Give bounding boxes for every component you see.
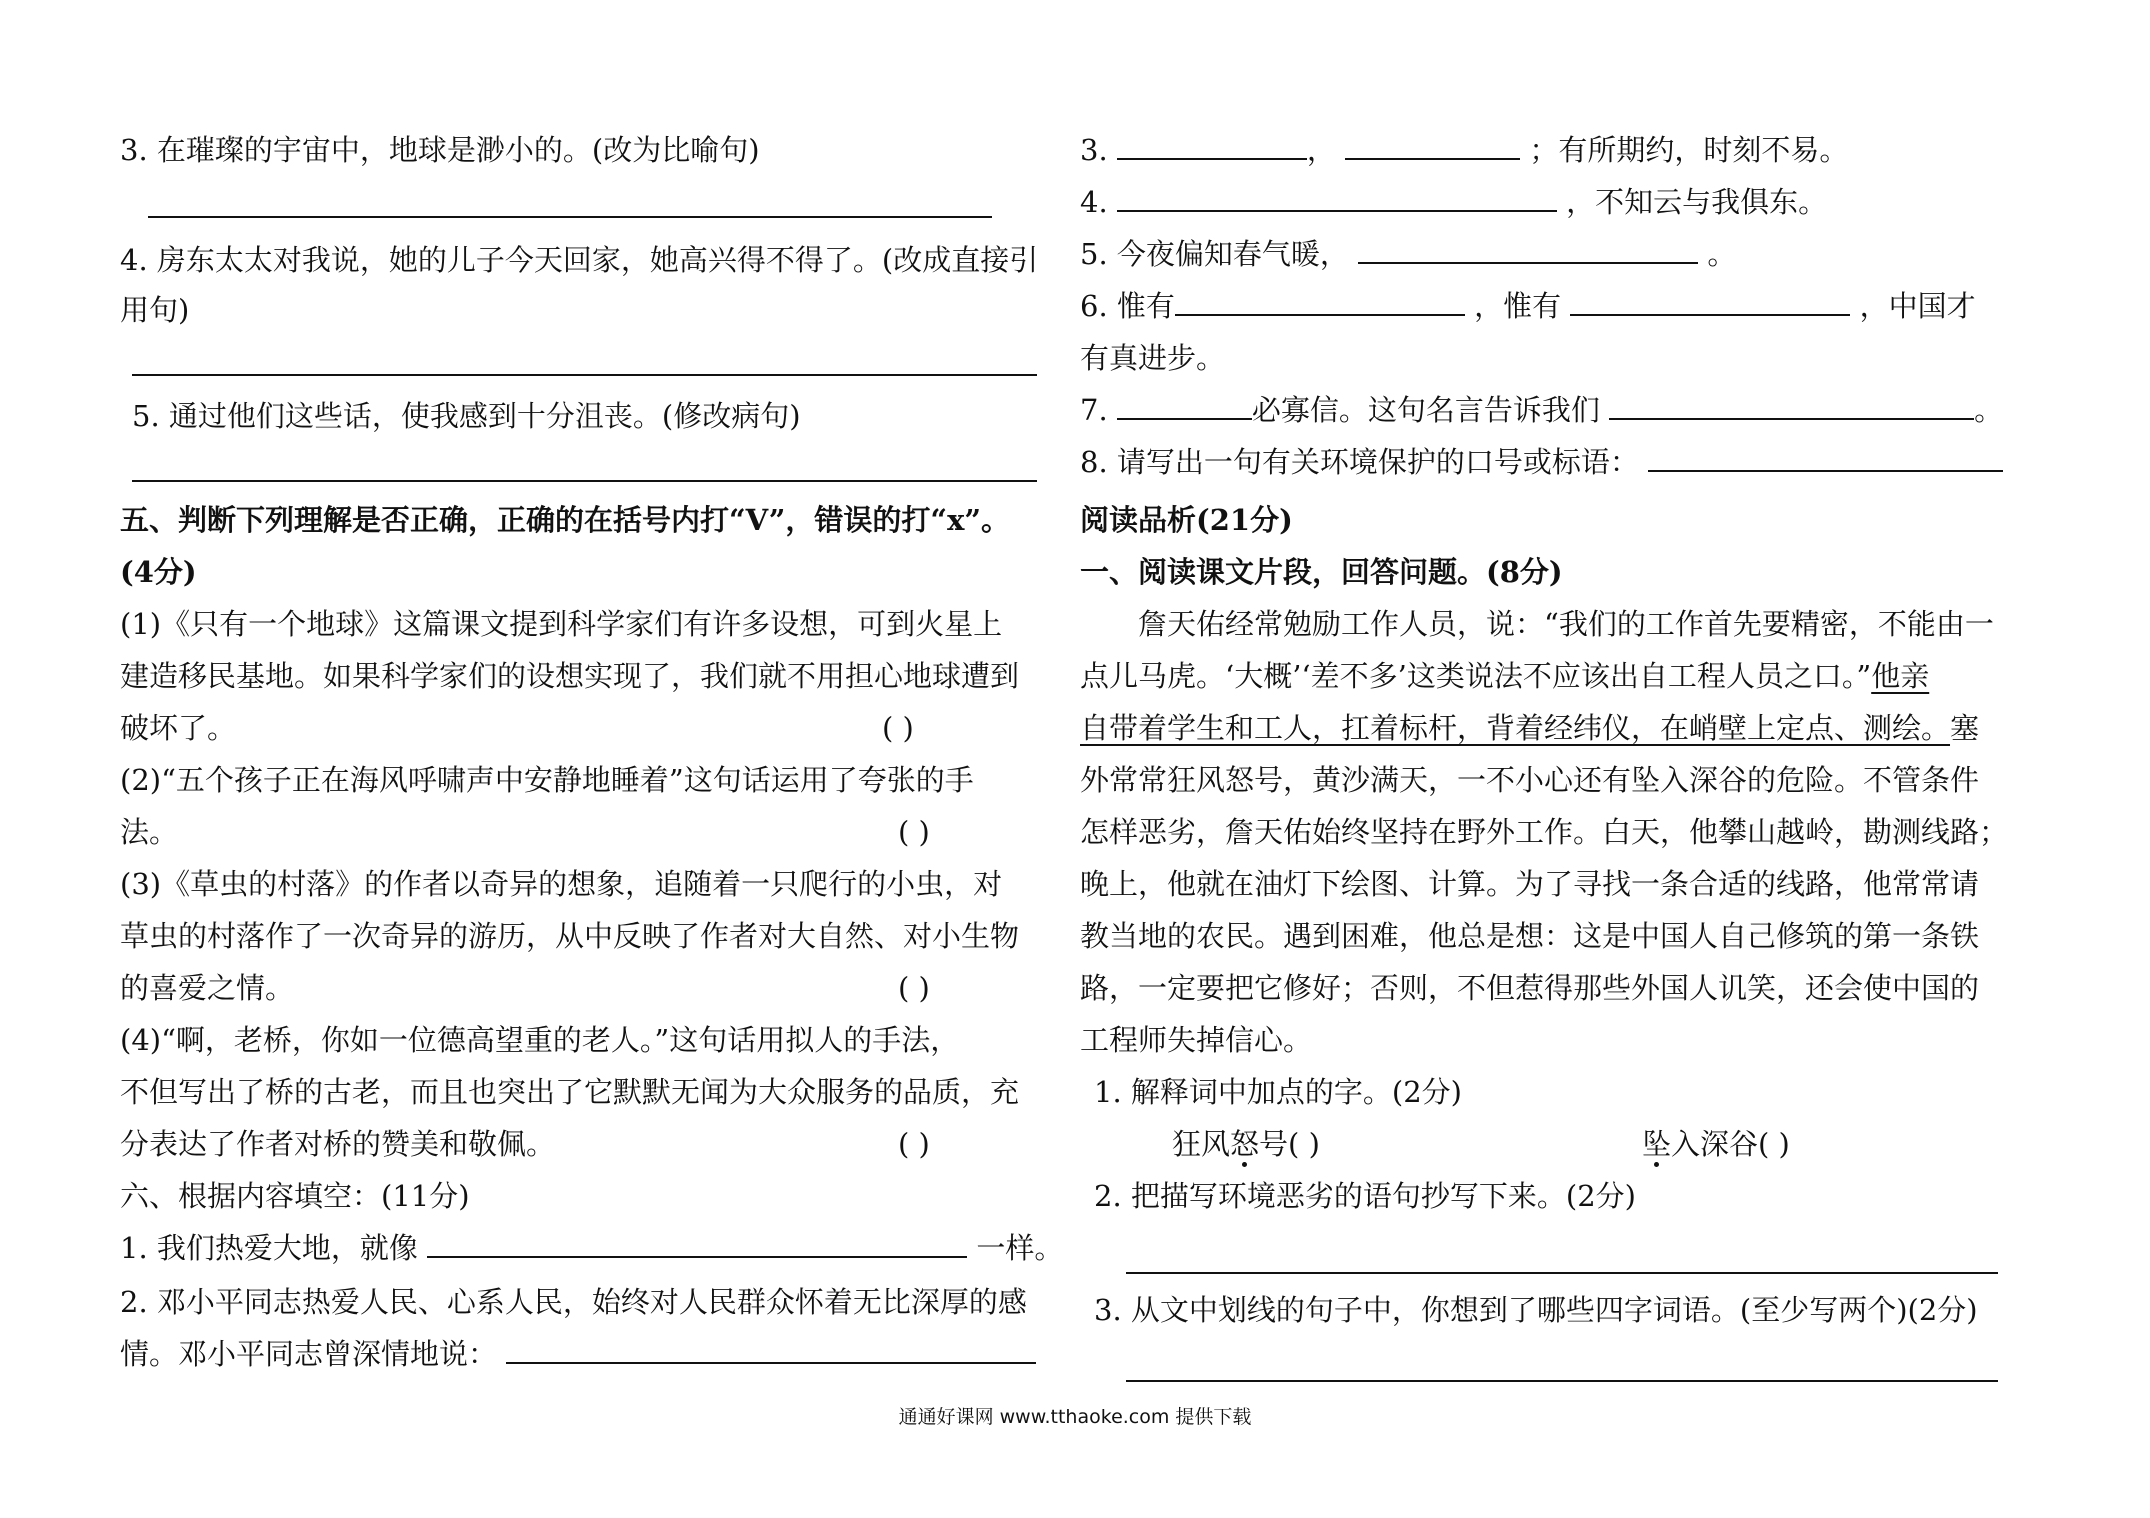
recite-5: [1080, 234, 1736, 274]
passage-line-1: 詹天佑经常勉励工作人员，说：“我们的工作首先要精密，不能由一: [1138, 607, 1994, 641]
recite-6-blank-1[interactable]: [1175, 288, 1465, 316]
word-1-prefix: 狂风: [1172, 1127, 1231, 1161]
judge-4-line2: 不但写出了桥的古老，而且也突出了它默默无闻为大众服务的品质，充: [120, 1075, 1020, 1109]
passage-line-7: 教当地的农民。遇到困难，他总是想：这是中国人自己修筑的第一条铁: [1080, 919, 1980, 953]
judge-2-answer-box[interactable]: ( ): [898, 815, 930, 849]
passage-line-3: [1080, 708, 1979, 748]
judge-3-line3: 的喜爱之情。: [120, 971, 295, 1005]
passage-line-6: 晚上，他就在油灯下绘图、计算。为了寻找一条合适的线路，他常常请: [1080, 867, 1980, 901]
fill-1-blank[interactable]: [427, 1230, 967, 1258]
reading-question-2: 2. 把描写环境恶劣的语句抄写下来。(2分): [1094, 1179, 1636, 1213]
question-3: 3. 在璀璨的宇宙中，地球是渺小的。(改为比喻句): [120, 133, 760, 167]
answer-line-reading-q3[interactable]: [1126, 1380, 1998, 1382]
judge-2-line2: 法。: [120, 815, 179, 849]
fill-1-prefix: 1. 我们热爱大地，就像: [120, 1231, 418, 1265]
passage-underlined-start: 他亲: [1871, 659, 1930, 693]
recite-6-prefix: 6. 惟有: [1080, 289, 1175, 323]
recite-4-blank[interactable]: [1117, 184, 1557, 212]
judge-1-answer-box[interactable]: ( ): [882, 711, 914, 745]
question-4-line2: 用句): [120, 293, 190, 327]
section-5-title-line1: 五、判断下列理解是否正确，正确的在括号内打“V”，错误的打“x”。: [120, 503, 1011, 537]
question-4-line1: 4. 房东太太对我说，她的儿子今天回家，她高兴得不得了。(改成直接引: [120, 243, 1039, 277]
word-2-answer-box[interactable]: 入深谷( ): [1671, 1127, 1790, 1161]
recite-5-blank[interactable]: [1358, 236, 1698, 264]
recite-8: [1080, 442, 2003, 482]
judge-3-line2: 草虫的村落作了一次奇异的游历，从中反映了作者对大自然、对小生物: [120, 919, 1020, 953]
fill-2-line1: 2. 邓小平同志热爱人民、心系人民，始终对人民群众怀着无比深厚的感: [120, 1285, 1027, 1319]
recite-7-blank-1[interactable]: [1117, 392, 1252, 420]
recite-6-blank-2[interactable]: [1570, 288, 1850, 316]
passage-line-3-end: 塞: [1950, 711, 1980, 745]
answer-line-reading-q2[interactable]: [1126, 1272, 1998, 1274]
recite-7: [1080, 390, 2003, 430]
recite-4-suffix: ，不知云与我俱东。: [1566, 185, 1828, 219]
recite-6-suffix: ，中国才: [1859, 289, 1976, 323]
answer-line-q5[interactable]: [132, 480, 1037, 482]
judge-3-answer-box[interactable]: ( ): [898, 971, 930, 1005]
recite-3-comma: ，: [1306, 133, 1336, 167]
passage-line-8: 路，一定要把它修好；否则，不但惹得那些外国人讥笑，还会使中国的: [1080, 971, 1980, 1005]
judge-1-line1: (1)《只有一个地球》这篇课文提到科学家们有许多设想，可到火星上: [120, 607, 1003, 641]
recite-8-blank[interactable]: [1648, 444, 2003, 472]
recite-6-line2: 有真进步。: [1080, 341, 1226, 375]
recite-5-suffix: 。: [1707, 237, 1737, 271]
recite-6-middle: ，惟有: [1474, 289, 1562, 323]
fill-1: [120, 1228, 1063, 1268]
recite-8-prompt: 8. 请写出一句有关环境保护的口号或标语：: [1080, 445, 1639, 479]
recite-3-suffix: ；有所期约，时刻不易。: [1529, 133, 1849, 167]
judge-1-line2: 建造移民基地。如果科学家们的设想实现了，我们就不用担心地球遭到: [120, 659, 1020, 693]
word-2-dotted-char: 坠: [1642, 1127, 1672, 1161]
recite-3-number: 3.: [1080, 133, 1108, 167]
recite-3-blank-2[interactable]: [1345, 132, 1520, 160]
section-5-title-line2: (4分): [120, 555, 197, 589]
answer-line-q4[interactable]: [132, 374, 1037, 376]
word-1: [1172, 1124, 1320, 1164]
passage-line-5: 怎样恶劣，詹天佑始终坚持在野外工作。白天，他攀山越岭，勘测线路；: [1080, 815, 2009, 849]
judge-1-line3: 破坏了。: [120, 711, 237, 745]
fill-2-blank[interactable]: [506, 1336, 1036, 1364]
recite-7-blank-2[interactable]: [1609, 392, 1974, 420]
recite-4-number: 4.: [1080, 185, 1108, 219]
recite-4: [1080, 182, 1827, 222]
word-1-dotted-char: 怒: [1230, 1127, 1260, 1161]
recite-7-suffix: 。: [1974, 393, 2004, 427]
recite-3: [1080, 130, 1848, 170]
word-1-answer-box[interactable]: 号( ): [1259, 1127, 1320, 1161]
page-footer: 通通好课网 www.tthaoke.com 提供下载: [898, 1406, 1252, 1428]
recite-3-blank-1[interactable]: [1117, 132, 1307, 160]
fill-1-suffix: 一样。: [976, 1231, 1064, 1265]
reading-section-1-title: 一、阅读课文片段，回答问题。(8分): [1080, 555, 1563, 589]
judge-2-line1: (2)“五个孩子正在海风呼啸声中安静地睡着”这句话运用了夸张的手: [120, 763, 974, 797]
recite-7-number: 7.: [1080, 393, 1108, 427]
passage-line-9: 工程师失掉信心。: [1080, 1023, 1313, 1057]
fill-2-line2: [120, 1334, 1036, 1374]
judge-3-line1: (3)《草虫的村落》的作者以奇异的想象，追随着一只爬行的小虫，对: [120, 867, 1003, 901]
recite-6-line1: [1080, 286, 1976, 326]
fill-2-prefix: 情。邓小平同志曾深情地说：: [120, 1337, 498, 1371]
judge-4-answer-box[interactable]: ( ): [898, 1127, 930, 1161]
passage-line-2: [1080, 656, 1929, 696]
reading-title: 阅读品析(21分): [1080, 503, 1293, 537]
answer-line-q3[interactable]: [148, 216, 992, 218]
passage-line-4: 外常常狂风怒号，黄沙满天，一不小心还有坠入深谷的危险。不管条件: [1080, 763, 1980, 797]
passage-underlined-sentence: 自带着学生和工人，扛着标杆，背着经纬仪，在峭壁上定点、测绘。: [1080, 711, 1951, 745]
recite-5-prefix: 5. 今夜偏知春气暖，: [1080, 237, 1349, 271]
judge-4-line3: 分表达了作者对桥的赞美和敬佩。: [120, 1127, 556, 1161]
recite-7-middle: 必寡信。这句名言告诉我们: [1251, 393, 1600, 427]
judge-4-line1: (4)“啊，老桥，你如一位德高望重的老人。”这句话用拟人的手法，: [120, 1023, 960, 1057]
word-2: [1642, 1124, 1790, 1164]
section-6-title: 六、根据内容填空：(11分): [120, 1179, 470, 1213]
passage-line-2-text: 点儿马虎。‘大概’‘差不多’这类说法不应该出自工程人员之口。”: [1080, 659, 1872, 693]
reading-question-3: 3. 从文中划线的句子中，你想到了哪些四字词语。(至少写两个)(2分): [1094, 1293, 1978, 1327]
reading-question-1: 1. 解释词中加点的字。(2分): [1094, 1075, 1462, 1109]
question-5: 5. 通过他们这些话，使我感到十分沮丧。(修改病句): [132, 399, 801, 433]
